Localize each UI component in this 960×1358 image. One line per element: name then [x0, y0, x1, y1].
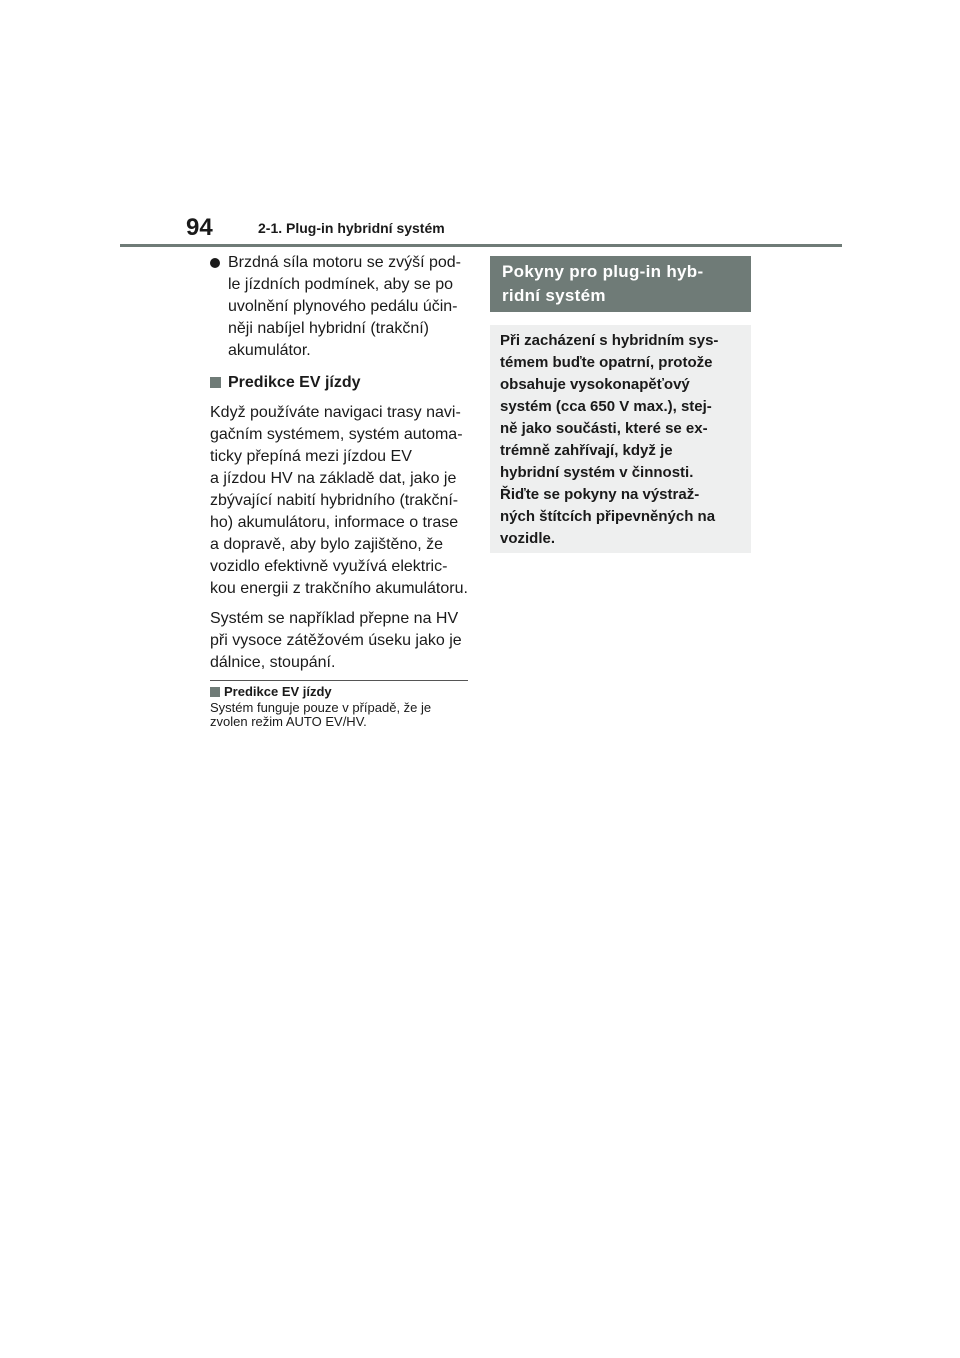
warning-line: ných štítcích připevněných na — [500, 508, 716, 525]
note — [210, 685, 468, 729]
warning-line: ně jako součásti, které se ex- — [500, 420, 708, 437]
text-line: a dopravě, aby bylo zajištěno, že — [210, 536, 444, 553]
text-line: Brzdná síla motoru se zvýší pod- — [228, 254, 461, 271]
text-line: a jízdou HV na základě dat, jako je — [210, 470, 457, 487]
section-title: 2-1. Plug-in hybridní systém — [258, 220, 445, 236]
warning-line: systém (cca 650 V max.), stej- — [500, 398, 712, 415]
warning-line: vozidle. — [500, 530, 556, 547]
header-rule — [120, 244, 842, 247]
text-line: při vysoce zátěžovém úseku jako je — [210, 632, 462, 649]
warning-line: hybridní systém v činnosti. — [500, 464, 694, 481]
note-heading — [210, 685, 468, 699]
warning-box — [490, 325, 751, 553]
text-line: zbývající nabití hybridního (trakční- — [210, 492, 459, 509]
warning-title-box — [490, 256, 751, 312]
note-heading-text: Predikce EV jízdy — [224, 684, 332, 699]
note-text — [210, 701, 468, 729]
paragraph — [210, 402, 468, 600]
title-line: Pokyny pro plug-in hyb- — [502, 262, 704, 281]
text-line: zvolen režim AUTO EV/HV. — [210, 714, 367, 729]
warning-line: témem buďte opatrní, protože — [500, 354, 713, 371]
warning-line: Řiďte se pokyny na výstraž- — [500, 486, 700, 503]
subheading — [210, 372, 468, 394]
text-line: gačním systémem, systém automa- — [210, 426, 463, 443]
text-line: kou energii z trakčního akumulátoru. — [210, 580, 468, 597]
warning-line: Při zacházení s hybridním sys- — [500, 332, 719, 349]
text-line: vozidlo efektivně využívá elektric- — [210, 558, 448, 575]
text-line: Když používáte navigaci trasy navi- — [210, 404, 461, 421]
page-number: 94 — [186, 214, 213, 241]
text-line: Systém se například přepne na HV — [210, 610, 459, 627]
square-bullet-icon — [210, 377, 221, 388]
note-divider — [210, 680, 468, 681]
text-line: ho) akumulátoru, informace o trase — [210, 514, 459, 531]
left-column — [210, 252, 468, 674]
text-line: něji nabíjel hybridní (trakční) — [228, 320, 429, 337]
warning-line: trémně zahřívají, když je — [500, 442, 673, 459]
text-line: akumulátor. — [228, 342, 311, 359]
text-line: uvolnění plynového pedálu účin- — [228, 298, 458, 315]
text-line: ticky přepíná mezi jízdou EV — [210, 448, 412, 465]
warning-line: obsahuje vysokonapěťový — [500, 376, 690, 393]
text-line: dálnice, stoupání. — [210, 654, 336, 671]
text-line: le jízdních podmínek, aby se po — [228, 276, 454, 293]
subheading-text: Predikce EV jízdy — [228, 374, 361, 391]
bullet-dot-icon — [210, 258, 220, 268]
text-line: Systém funguje pouze v případě, že je — [210, 700, 432, 715]
bullet-item — [210, 252, 468, 362]
title-line: ridní systém — [502, 286, 606, 305]
square-bullet-icon — [210, 687, 220, 697]
paragraph — [210, 608, 468, 674]
